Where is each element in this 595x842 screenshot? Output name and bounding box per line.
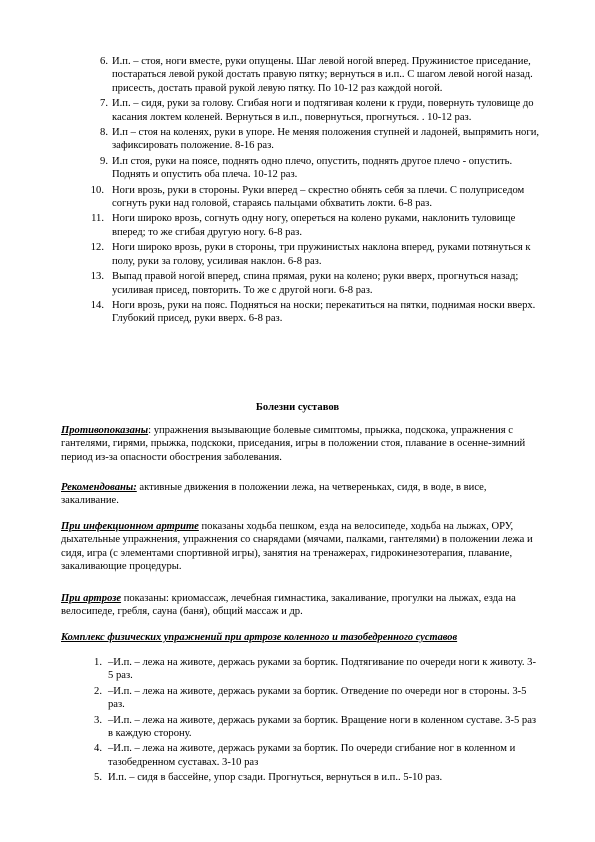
list-item-number: 11.	[91, 213, 104, 225]
list-item	[86, 126, 540, 153]
recommended-paragraph	[61, 481, 543, 508]
list-item-text: И.п – стоя на коленях, руки в упоре. Не меняя положения ступней и ладоней, выпрямить ноги, зафиксировать положение. 8-16 раз.	[112, 127, 540, 152]
list-item	[86, 270, 540, 297]
list-item-text: –И.п. – лежа на животе, держась руками за бортик. По очереди сгибание ног в коленном и тазобедренном суставах. 3-10 раз	[108, 743, 516, 768]
paragraph-lead: При инфекционном артрите	[61, 521, 199, 532]
list-item-number: 6.	[100, 56, 108, 67]
list-item-number: 10.	[90, 184, 104, 196]
list-item	[86, 155, 540, 182]
list-item-number: 13.	[90, 271, 104, 283]
list-item-number: 2.	[94, 685, 102, 697]
contraindications-paragraph	[61, 424, 543, 464]
exercise-list-bottom	[86, 656, 540, 787]
list-item-number: 9.	[100, 155, 108, 167]
infectious-arthritis-paragraph	[61, 520, 543, 574]
list-item-number: 3.	[94, 714, 102, 726]
list-item-text: –И.п. – лежа на животе, держась руками за бортик. Отведение по очереди ног в стороны. 3-5 раз.	[108, 685, 527, 711]
list-item	[86, 212, 540, 239]
list-item	[86, 656, 540, 683]
paragraph-text: активные движения в положении лежа, на четвереньках, сидя, в воде, в висе, закаливание.	[61, 482, 487, 507]
list-item	[86, 299, 540, 326]
list-item-text: Ноги широко врозь, руки в стороны, три пружинистых наклона вперед, руками потянуться к полу, руки за голову, усиливая наклон. 6-8 раз.	[112, 242, 531, 267]
paragraph-lead: Противопоказаны	[61, 425, 149, 436]
list-item	[86, 742, 540, 769]
list-item	[86, 55, 540, 95]
list-item	[86, 771, 540, 784]
list-item-text: Ноги врозь, руки в стороны. Руки вперед – скрестно обнять себя за плечи. С полуприседом согнуть руки над головой, стараясь пальцами обхватить локти. 6-8 раз.	[112, 184, 525, 210]
list-item	[86, 714, 540, 741]
section-title: Болезни суставов	[255, 402, 340, 413]
list-item-text: Ноги широко врозь, согнуть одну ногу, опереться на колено руками, наклонить туловище вперед; то же сгибая другую ногу. 6-8 раз.	[112, 213, 516, 238]
list-item	[86, 97, 540, 124]
list-item-text: И.п. – стоя, ноги вместе, руки опущены. Шаг левой ногой вперед. Пружинистое приседание, постараться левой рукой достать правую пятку; вернуться в и.п.. С шагом левой ногой назад. присесть, достать правой рукой левую пятку. По 10-12 раз каждой ногой.	[112, 56, 533, 94]
paragraph-lead: При артрозе	[61, 593, 122, 604]
list-item-number: 4.	[94, 743, 102, 755]
list-item-number: 12.	[90, 242, 104, 254]
exercise-list-top	[86, 55, 540, 328]
list-item	[86, 184, 540, 211]
list-item-number: 8.	[100, 127, 108, 139]
list-item-number: 7.	[100, 98, 108, 110]
list-item	[86, 685, 540, 712]
list-item-text: –И.п. – лежа на животе, держась руками за бортик. Подтягивание по очереди ноги к животу. 3-5 раз.	[108, 657, 537, 682]
paragraph-text: показаны ходьба пешком, езда на велосипеде, ходьба на лыжах, ОРУ, дыхательные упражнения, упражнения со снарядами (мячами, палками, гантелями) в положении лежа и сидя, игра (с элементами спортивной игры), занятия на тренажерах, гидрокинезотерапия, плавание, закаливающие процедуры.	[61, 521, 533, 573]
exercise-complex-title: Комплекс физических упражнений при артрозе коленного и тазобедренного суставов	[61, 632, 458, 643]
paragraph-lead: Рекомендованы:	[61, 482, 137, 493]
arthrosis-paragraph	[61, 592, 543, 619]
list-item	[86, 241, 540, 268]
list-item-text: И.п. – сидя, руки за голову. Сгибая ноги и подтягивая колени к груди, повернуть туловище до касания локтем коленей. Вернуться в и.п., повернуться, прогнуться. . 10-12 раз.	[112, 98, 534, 123]
paragraph-text: : упражнения вызывающие болевые симптомы, прыжка, подскока, упражнения с гантелями, гирями, прыжка, подскоки, приседания, игры в положении стоя, плавание в осенне-зимний период из-за опасности обострения заболевания.	[61, 425, 526, 463]
list-item-text: И.п стоя, руки на поясе, поднять одно плечо, опустить, поднять другое плечо - опустить. Поднять и опустить оба плеча. 10-12 раз.	[112, 155, 513, 181]
list-item-text: Выпад правой ногой вперед, спина прямая, руки на колено; руки вверх, прогнуться назад; усиливая присед, повторить. То же с другой ноги. 6-8 раз.	[112, 271, 519, 296]
paragraph-text: показаны: криомассаж, лечебная гимнастика, закаливание, прогулки на лыжах, езда на велосипеде, гребля, сауна (баня), общий массаж и др.	[61, 593, 516, 618]
list-item-number: 5.	[94, 772, 102, 784]
list-item-number: 14.	[90, 299, 104, 311]
list-item-number: 1.	[94, 657, 102, 668]
list-item-text: Ноги врозь, руки на пояс. Подняться на носки; перекатиться на пятки, поднимая носки вверх. Глубокий присед, руки вверх. 6-8 раз.	[112, 299, 536, 325]
list-item-text: –И.п. – лежа на животе, держась руками за бортик. Вращение ноги в коленном суставе. 3-5 раз в каждую сторону.	[108, 714, 537, 740]
list-item-text: И.п. – сидя в бассейне, упор сзади. Прогнуться, вернуться в и.п.. 5-10 раз.	[108, 772, 443, 784]
